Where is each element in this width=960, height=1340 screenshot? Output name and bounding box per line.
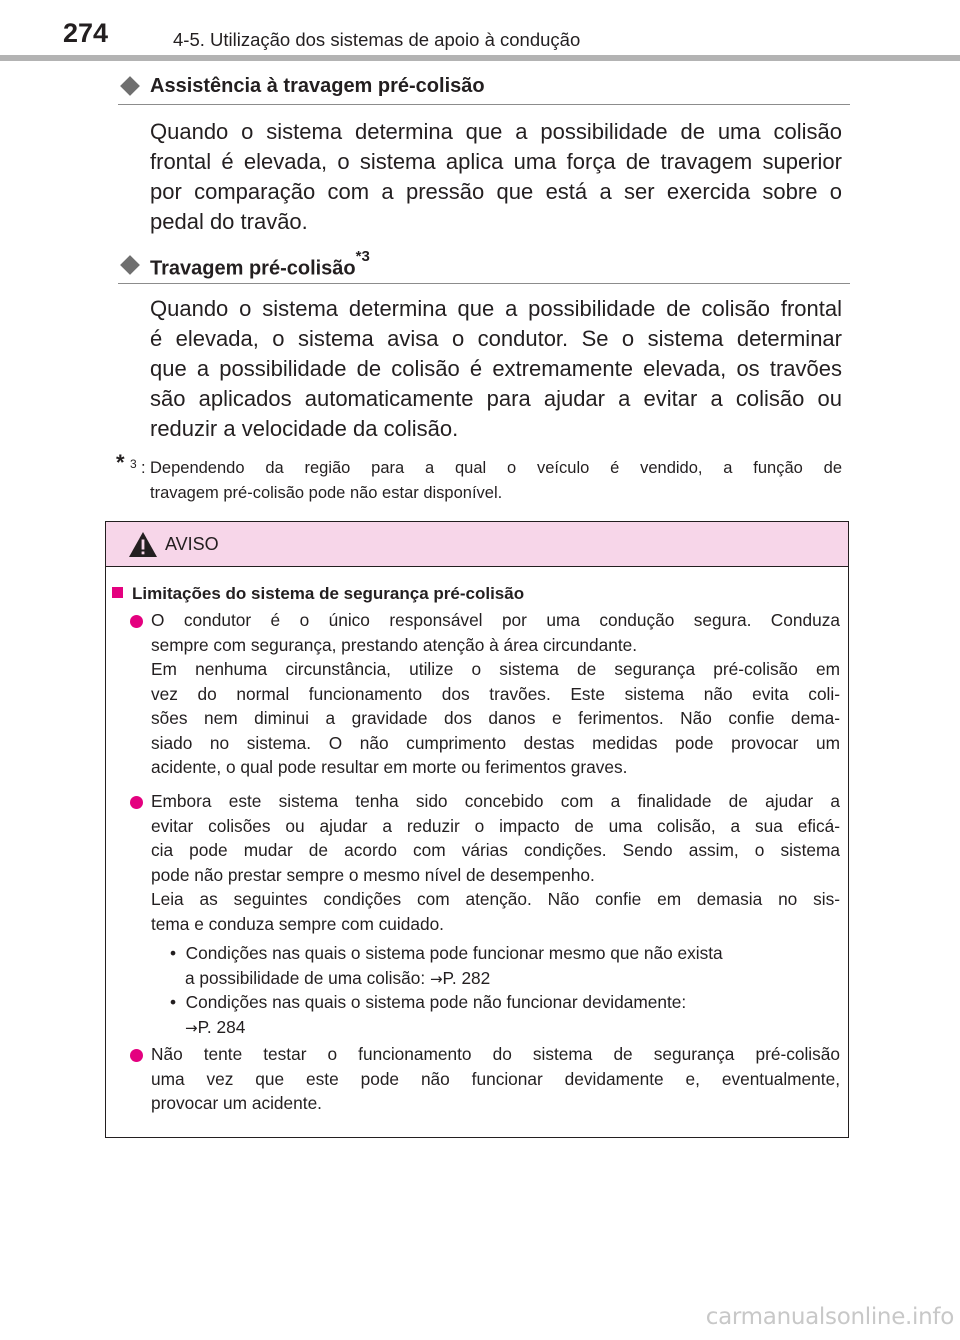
warning-title: AVISO xyxy=(165,534,219,554)
footnote-number: 3 xyxy=(130,457,137,471)
warning-item xyxy=(151,789,840,936)
paragraph-line: Quando o sistema determina que a possibilidade de colisão frontal xyxy=(150,296,842,321)
warning-body xyxy=(106,567,848,1137)
paragraph-line: reduzir a velocidade da colisão. xyxy=(150,416,459,441)
square-bullet-icon xyxy=(112,587,123,598)
item-line: vez do normal funcionamento dos travões. Este sistema não evita coli- xyxy=(151,683,840,704)
item-line: siado no sistema. O não cumprimento destas medidas pode provocar um xyxy=(151,732,840,753)
item-line: tema e conduza sempre com cuidado. xyxy=(151,913,444,934)
footnote-text xyxy=(150,456,842,506)
item-line: Não tente testar o funcionamento do sistema de segurança pré-colisão xyxy=(151,1044,840,1064)
section-title-text: Assistência à travagem pré-colisão xyxy=(150,75,485,97)
page-reference-link[interactable]: P. 282 xyxy=(442,967,491,988)
paragraph-line: pedal do travão. xyxy=(150,209,308,234)
item-line: uma vez que este pode não funcionar devidamente e, eventualmente, xyxy=(151,1068,840,1089)
sub-item-line xyxy=(170,941,850,966)
arrow-right-icon: → xyxy=(185,1018,198,1037)
circle-bullet-icon xyxy=(130,615,143,628)
bullet-dot: • xyxy=(170,943,177,963)
warning-box xyxy=(105,521,849,1138)
header-rule xyxy=(0,55,960,61)
arrow-right-icon: → xyxy=(429,969,443,988)
paragraph-line: por comparação com a pressão que está a ser exercida sobre o xyxy=(150,179,842,204)
sub-item-text: Condições nas quais o sistema pode funcionar mesmo que não exista xyxy=(185,943,723,963)
warning-sub-item xyxy=(170,941,850,990)
warning-item xyxy=(151,1042,840,1116)
item-line: sempre com segurança, prestando atenção à área circundante. xyxy=(151,634,638,655)
warning-header xyxy=(106,522,848,567)
footnote-line: travagem pré-colisão pode não estar disponível. xyxy=(150,484,503,502)
sub-item-line xyxy=(170,1015,850,1040)
sub-item-text: Condições nas quais o sistema pode não funcionar devidamente: xyxy=(185,992,687,1012)
diamond-bullet-icon xyxy=(120,255,140,275)
paragraph-line: Quando o sistema determina que a possibilidade de uma colisão xyxy=(150,119,842,144)
item-line: Em nenhuma circunstância, utilize o sistema de segurança pré-colisão em xyxy=(151,659,840,679)
paragraph-line: é elevada, o sistema avisa o condutor. Se o sistema determinar xyxy=(150,326,842,351)
diamond-bullet-icon xyxy=(120,76,140,96)
page-number: 274 xyxy=(63,18,109,48)
paragraph-line: são aplicados automaticamente para ajudar a evitar a colisão ou xyxy=(150,386,842,411)
item-line: Embora este sistema tenha sido concebido com a finalidade de ajudar a xyxy=(151,791,840,811)
item-line: acidente, o qual pode resultar em morte ou ferimentos graves. xyxy=(151,757,628,777)
section-paragraph xyxy=(150,117,842,237)
item-line: evitar colisões ou ajudar a reduzir o impacto de uma colisão, a sua eficá- xyxy=(151,815,840,836)
item-line: Leia as seguintes condições com atenção. Não confie em demasia no sis- xyxy=(151,889,840,909)
section-title xyxy=(150,248,370,281)
warning-triangle-icon xyxy=(128,531,158,558)
section-title xyxy=(150,75,485,98)
paragraph-line: frontal é elevada, o sistema aplica uma força de travagem superior xyxy=(150,149,842,174)
footnote-line: Dependendo da região para a qual o veículo é vendido, a função de xyxy=(150,459,842,477)
section-rule xyxy=(118,104,850,105)
sub-item-text: a possibilidade de uma colisão: xyxy=(185,967,430,988)
section-rule xyxy=(118,283,850,284)
warning-item xyxy=(151,608,840,780)
item-line: sões nem diminui a gravidade dos danos e ferimentos. Não confie dema- xyxy=(151,708,840,728)
footnote-reference: *3 xyxy=(355,248,370,265)
page-reference-link[interactable]: P. 284 xyxy=(197,1016,246,1037)
sub-item-line xyxy=(170,966,850,991)
item-line: provocar um acidente. xyxy=(151,1093,322,1113)
sub-item-line xyxy=(170,990,850,1015)
warning-sub-item xyxy=(170,990,850,1039)
item-line: pode não prestar sempre o mesmo nível de desempenho. xyxy=(151,864,595,885)
chapter-title: 4-5. Utilização dos sistemas de apoio à condução xyxy=(173,29,581,50)
item-line: cia pode mudar de acordo com várias condições. Sendo assim, o sistema xyxy=(151,840,840,860)
warning-subtitle: Limitações do sistema de segurança pré-colisão xyxy=(132,584,525,603)
section-title-text: Travagem pré-colisão xyxy=(150,257,356,280)
footnote-colon: : xyxy=(141,459,146,477)
circle-bullet-icon xyxy=(130,1049,143,1062)
item-line: O condutor é o único responsável por uma condução segura. Conduza xyxy=(151,610,840,630)
bullet-dot: • xyxy=(170,992,177,1012)
paragraph-line: que a possibilidade de colisão é extremamente elevada, os travões xyxy=(150,356,842,381)
page-header xyxy=(0,0,960,64)
section-paragraph xyxy=(150,294,842,444)
footnote-asterisk: * xyxy=(116,450,125,475)
circle-bullet-icon xyxy=(130,796,143,809)
watermark: carmanualsonline.info xyxy=(705,1304,954,1330)
